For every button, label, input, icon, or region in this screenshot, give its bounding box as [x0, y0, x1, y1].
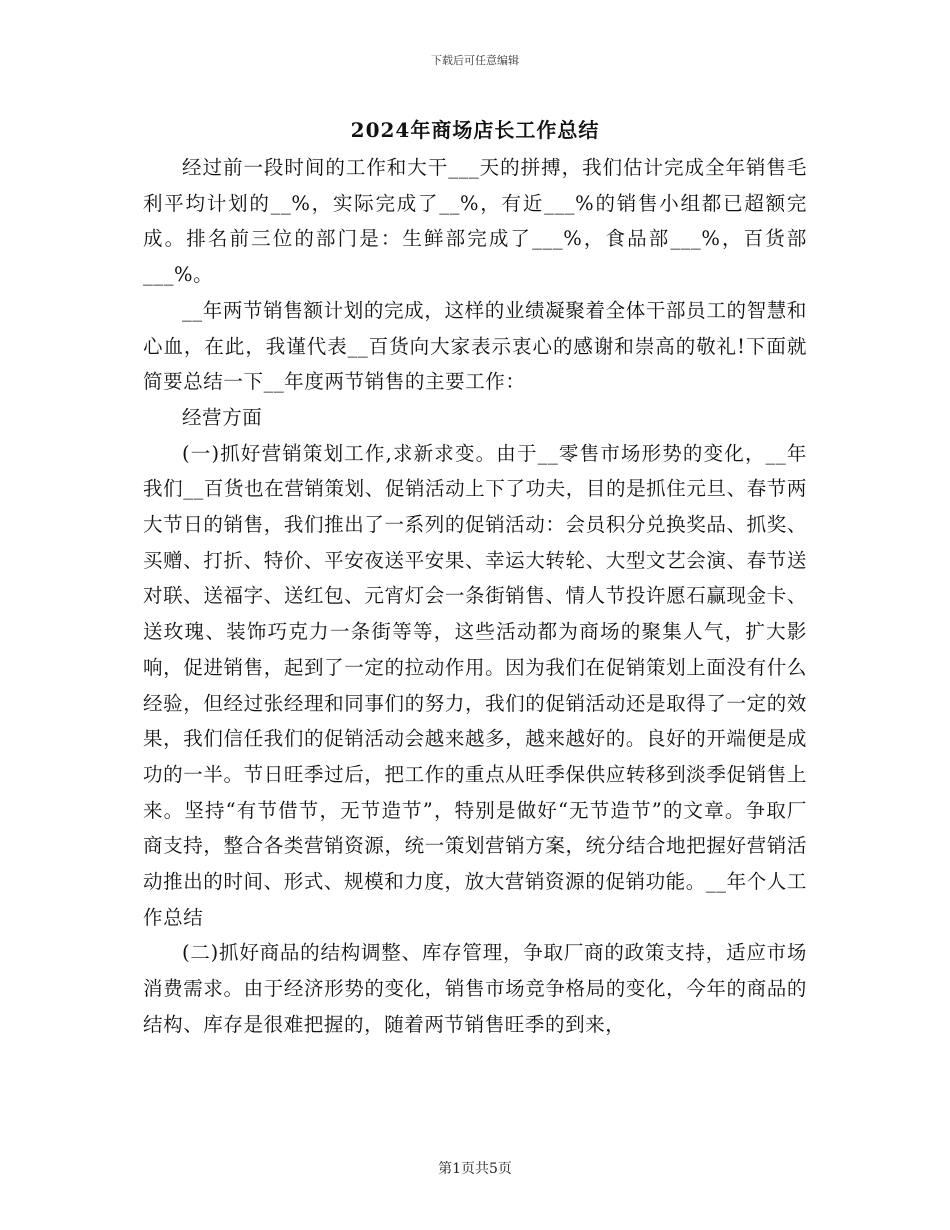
document-title: 2024年商场店长工作总结: [350, 118, 600, 142]
page-header-note: 下载后可任意编辑: [431, 54, 519, 67]
paragraph-3: (一)抓好营销策划工作,求新求变。由于__零售市场形势的变化，__年我们__百货也在营销策划、促销活动上下了功夫，目的是抓住元旦、春节两大节日的销售，我们推出了一系列的促销活动：会员积分兑换奖品、抓奖、买赠、打折、特价、平安夜送平安果、幸运大转轮、大型文艺会演、春节送对联、送福字、送红包、元宵灯会一条街销售、情人节投许愿石赢现金卡、送玫瑰、装饰巧克力一条街等等，这些活动都为商场的聚集人气，扩大影响，促进销售，起到了一定的拉动作用。因为我们在促销策划上面没有什么经验，但经过张经理和同事们的努力，我们的促销活动还是取得了一定的效果，我们信任我们的促销活动会越来越多，越来越好的。良好的开端便是成功的一半。节日旺季过后，把工作的重点从旺季保供应转移到淡季促销售上来。坚持“有节借节，无节造节”，特别是做好“无节造节”的文章。争取厂商支持，整合各类营销资源，统一策划营销方案，统分结合地把握好营销活动推出的时间、形式、规模和力度，放大营销资源的促销功能。__年个人工作总结: [143, 441, 807, 929]
section-heading-operations: 经营方面: [182, 405, 263, 429]
document-body: [143, 150, 807, 1043]
paragraph-4: (二)抓好商品的结构调整、库存管理，争取厂商的政策支持，适应市场消费需求。由于经济形势的变化，销售市场竞争格局的变化，今年的商品的结构、库存是很难把握的，随着两节销售旺季的到来，: [143, 941, 807, 1036]
page-number: 第1页共5页: [438, 1161, 512, 1177]
paragraph-1: 经过前一段时间的工作和大干___天的拼搏，我们估计完成全年销售毛利平均计划的__%，实际完成了__%，有近___%的销售小组都已超额完成。排名前三位的部门是：生鲜部完成了___%，食品部___%，百货部___%。: [143, 156, 807, 287]
paragraph-2: __年两节销售额计划的完成，这样的业绩凝聚着全体干部员工的智慧和心血，在此，我谨代表__百货向大家表示衷心的感谢和崇高的敬礼!下面就简要总结一下__年度两节销售的主要工作：: [143, 298, 807, 394]
